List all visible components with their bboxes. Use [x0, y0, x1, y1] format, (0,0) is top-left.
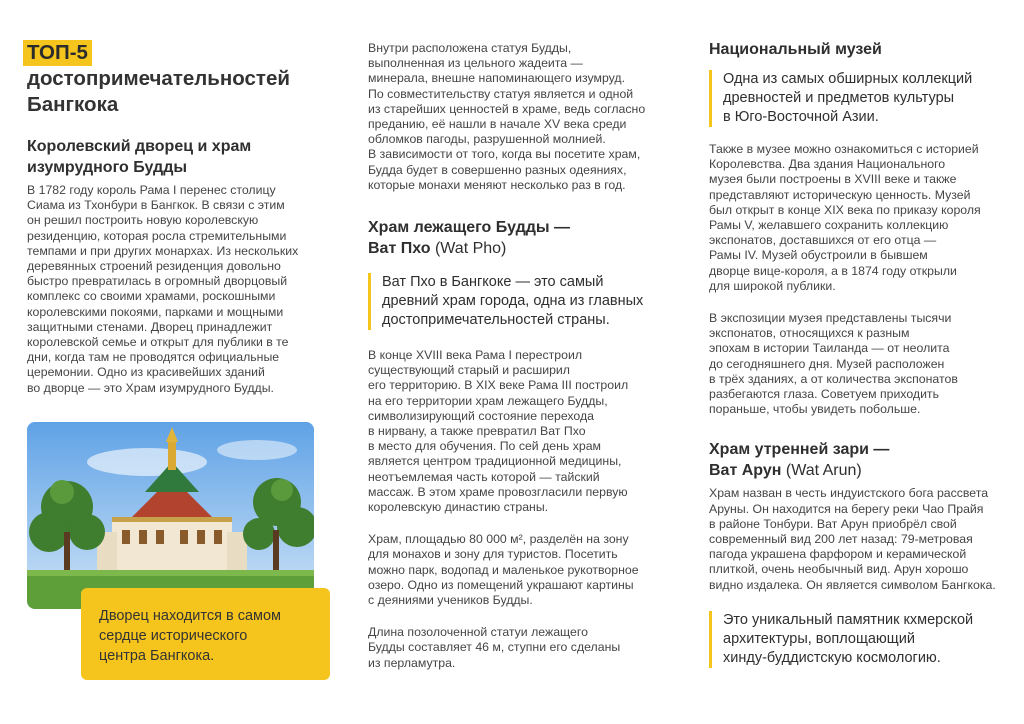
- palace-illustration: [27, 422, 314, 609]
- section-title-museum: Национальный музей: [709, 41, 882, 58]
- section-title-wat-arun: Храм утренней зари — Ват Арун (Wat Arun): [709, 441, 890, 480]
- page-title: [27, 40, 327, 118]
- wat-arun-quote: Это уникальный памятник кхмерской архитектуры, воплощающий хинду-буддистскую космологию.: [709, 611, 1004, 668]
- palace-callout: Дворец находится в самом сердце исторического центра Бангкока.: [81, 588, 330, 680]
- buddha-statue-text: Внутри расположена статуя Будды, выполненная из цельного жадеита — минерала, внешне напоминающего изумруд. По совместительству статуя является и одной из старейших ценностей в храме, ведь согласно преданию, её нашли в начале XV века среди обломков пагоды, разрушенной молнией. В зависимости от того, когда вы посетите храм, Будда будет в совершенно разных одеяниях, которые монахи меняют несколько раз в год.: [368, 41, 646, 192]
- column-2: [368, 41, 668, 671]
- section-title-palace: Королевский дворец и храм изумрудного Будды: [27, 138, 252, 176]
- column-1: [27, 136, 317, 396]
- column-3: [709, 39, 1004, 668]
- wat-pho-text-3: Длина позолоченной статуи лежащего Будды составляет 46 м, ступни его сделаны из перламутра.: [368, 625, 621, 670]
- grand-palace-photo: [27, 422, 314, 609]
- wat-pho-text-2: Храм, площадью 80 000 м², разделён на зону для монахов и зону для туристов. Посетить можно парк, водопад и маленькое рукотворное озеро. Одно из помещений украшают картины с деяниями учеников Будды.: [368, 532, 639, 608]
- wat-pho-quote: Ват Пхо в Бангкоке — это самый древний храм города, одна из главных достопримечательностей страны.: [368, 273, 668, 330]
- wat-arun-text: Храм назван в честь индуистского бога рассвета Аруны. Он находится на берегу реки Чао Прайя в районе Тонбури. Ват Арун приобрёл свой современный вид 200 лет назад: 79-метровая пагода украшена фарфором и керамической плиткой, очень необычный вид. Арун хорошо видно издалека. Он является символом Бангкока.: [709, 486, 996, 592]
- title-line-2: достопримечательностей: [27, 67, 290, 90]
- museum-text-1: Также в музее можно ознакомиться с историей Королевства. Два здания Национального музея были построены в XVIII веке и также представляют историческую ценность. Музей был открыт в конце XIX века по приказу короля Рамы V, желавшего сохранить коллекцию экспонатов, доставшихся от его отца — Рамы IV. Музей обустроили в бывшем дворце вице-короля, а в 1874 году открыли для широкой публики.: [709, 142, 981, 293]
- museum-text-2: В экспозиции музея представлены тысячи экспонатов, относящихся к разным эпохам в истории Таиланда — от неолита до сегодняшнего дня. Музей расположен в трёх зданиях, а от количества экспонатов разбегаются глаза. Советуем приходить пораньше, чтобы увидеть побольше.: [709, 311, 958, 417]
- wat-pho-text-1: В конце XVIII века Рама I перестроил существующий старый и расширил его территорию. В XIX веке Рама III построил на его территории храм лежащего Будды, символизирующий состояние перехода в нирвану, а также превратил Ват Пхо в место для обучения. По сей день храм является центром традиционной медицины, неотъемлемая часть которой — тайский массаж. В этом храме провозгласили первую королевскую династию страны.: [368, 348, 629, 515]
- title-highlight: ТОП-5: [23, 40, 92, 66]
- section-title-wat-pho: Храм лежащего Будды — Ват Пхо (Wat Pho): [368, 219, 570, 258]
- palace-text: В 1782 году король Рама I перенес столицу Сиама из Тхонбури в Бангкок. В связи с этим он решил построить новую королевскую резиденцию, которая росла стремительными темпами и при других монархах. Из нескольких деревянных строений резиденция довольно быстро превратилась в огромный дворцовый комплекс со своими храмами, роскошными королевскими покоями, парками и мощными защитными стенами. Дворец принадлежит королевской семье и открыт для публики в те дни, когда там не проводятся официальные церемонии. Одно из красивейших зданий во дворце — это Храм изумрудного Будды.: [27, 183, 299, 395]
- museum-quote: Одна из самых обширных коллекций древностей и предметов культуры в Юго-Восточной Азии.: [709, 70, 1004, 127]
- title-line-3: Бангкока: [27, 93, 119, 116]
